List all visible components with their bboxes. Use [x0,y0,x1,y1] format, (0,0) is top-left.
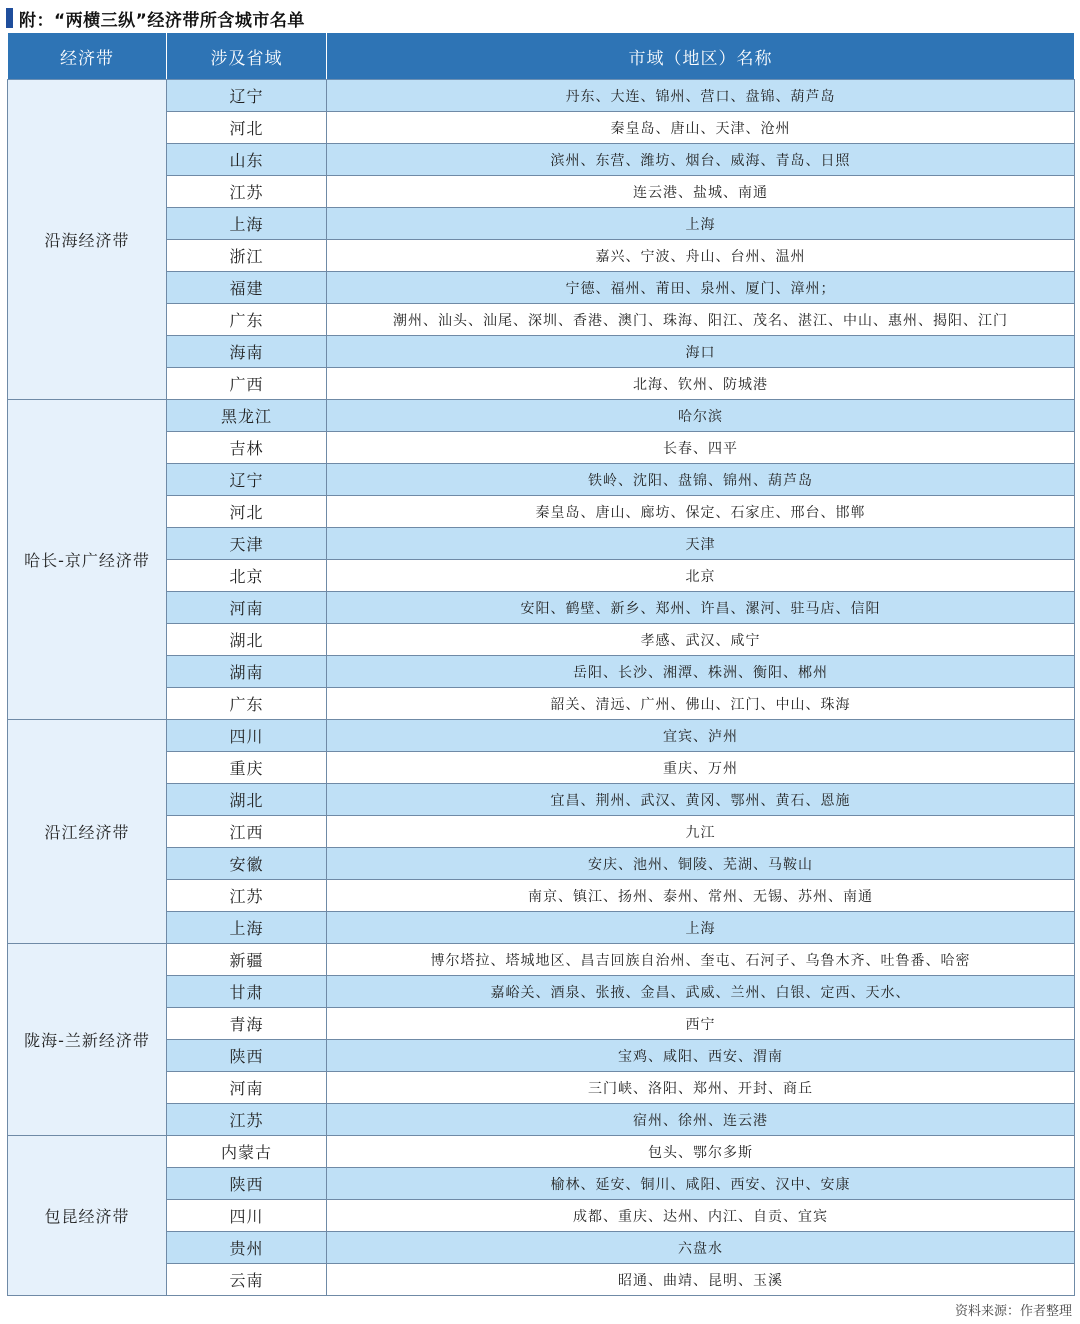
table-row [8,240,1075,272]
cities-cell: 昭通、曲靖、昆明、玉溪 [327,1264,1075,1296]
table-row [8,80,1075,112]
province-cell: 海南 [167,336,327,368]
province-cell: 新疆 [167,944,327,976]
cities-cell: 六盘水 [327,1232,1075,1264]
cities-cell: 哈尔滨 [327,400,1075,432]
province-cell: 湖南 [167,656,327,688]
table-row [8,1040,1075,1072]
table-row [8,528,1075,560]
cities-cell: 北京 [327,560,1075,592]
table-body [8,80,1075,1296]
province-cell: 上海 [167,912,327,944]
cities-cell: 宜宾、泸州 [327,720,1075,752]
belt-name-cell: 沿江经济带 [8,720,167,944]
province-cell: 青海 [167,1008,327,1040]
cities-cell: 铁岭、沈阳、盘锦、锦州、葫芦岛 [327,464,1075,496]
province-cell: 北京 [167,560,327,592]
cities-cell: 宝鸡、咸阳、西安、渭南 [327,1040,1075,1072]
table-row [8,912,1075,944]
cities-cell: 九江 [327,816,1075,848]
province-cell: 河北 [167,496,327,528]
province-cell: 湖北 [167,624,327,656]
cities-cell: 海口 [327,336,1075,368]
cities-cell: 上海 [327,912,1075,944]
cities-cell: 宁德、福州、莆田、泉州、厦门、漳州； [327,272,1075,304]
cities-cell: 北海、钦州、防城港 [327,368,1075,400]
column-header-belt: 经济带 [8,33,167,80]
province-cell: 广东 [167,304,327,336]
title-bar [6,6,305,30]
table-header-row [8,33,1075,80]
province-cell: 广东 [167,688,327,720]
cities-cell: 嘉峪关、酒泉、张掖、金昌、武威、兰州、白银、定西、天水、 [327,976,1075,1008]
province-cell: 江苏 [167,176,327,208]
province-cell: 上海 [167,208,327,240]
table-row [8,304,1075,336]
province-cell: 广西 [167,368,327,400]
cities-cell: 宿州、徐州、连云港 [327,1104,1075,1136]
province-cell: 河南 [167,592,327,624]
table-row [8,432,1075,464]
table-row [8,1072,1075,1104]
province-cell: 河南 [167,1072,327,1104]
table-row [8,112,1075,144]
cities-cell: 榆林、延安、铜川、咸阳、西安、汉中、安康 [327,1168,1075,1200]
table-row [8,560,1075,592]
province-cell: 陕西 [167,1168,327,1200]
province-cell: 吉林 [167,432,327,464]
province-cell: 江苏 [167,1104,327,1136]
cities-cell: 安庆、池州、铜陵、芜湖、马鞍山 [327,848,1075,880]
cities-cell: 三门峡、洛阳、郑州、开封、商丘 [327,1072,1075,1104]
table-row [8,976,1075,1008]
table-row [8,496,1075,528]
province-cell: 浙江 [167,240,327,272]
source-note: 资料来源：作者整理 [954,1304,1072,1319]
table-row [8,208,1075,240]
table-row [8,1168,1075,1200]
table-row [8,464,1075,496]
city-list-table [7,32,1075,1296]
table-row [8,1136,1075,1168]
cities-cell: 宜昌、荆州、武汉、黄冈、鄂州、黄石、恩施 [327,784,1075,816]
table-row [8,848,1075,880]
table-row [8,1008,1075,1040]
cities-cell: 成都、重庆、达州、内江、自贡、宜宾 [327,1200,1075,1232]
cities-cell: 上海 [327,208,1075,240]
belt-name-cell: 包昆经济带 [8,1136,167,1296]
table-row [8,624,1075,656]
table-row [8,784,1075,816]
table-row [8,720,1075,752]
table-row [8,1264,1075,1296]
table-row [8,1232,1075,1264]
cities-cell: 连云港、盐城、南通 [327,176,1075,208]
belt-name-cell: 沿海经济带 [8,80,167,400]
cities-cell: 安阳、鹤壁、新乡、郑州、许昌、漯河、驻马店、信阳 [327,592,1075,624]
province-cell: 福建 [167,272,327,304]
table-row [8,752,1075,784]
province-cell: 辽宁 [167,80,327,112]
title-marker [6,8,13,28]
table-row [8,144,1075,176]
cities-cell: 丹东、大连、锦州、营口、盘锦、葫芦岛 [327,80,1075,112]
table-row [8,400,1075,432]
cities-cell: 西宁 [327,1008,1075,1040]
province-cell: 黑龙江 [167,400,327,432]
province-cell: 甘肃 [167,976,327,1008]
table-row [8,688,1075,720]
cities-cell: 长春、四平 [327,432,1075,464]
province-cell: 重庆 [167,752,327,784]
table-row [8,592,1075,624]
column-header-cities: 市域（地区）名称 [327,33,1075,80]
table-row [8,176,1075,208]
cities-cell: 韶关、清远、广州、佛山、江门、中山、珠海 [327,688,1075,720]
province-cell: 内蒙古 [167,1136,327,1168]
table-row [8,656,1075,688]
cities-cell: 南京、镇江、扬州、泰州、常州、无锡、苏州、南通 [327,880,1075,912]
province-cell: 山东 [167,144,327,176]
cities-cell: 滨州、东营、潍坊、烟台、威海、青岛、日照 [327,144,1075,176]
cities-cell: 秦皇岛、唐山、天津、沧州 [327,112,1075,144]
table-row [8,368,1075,400]
belt-name-cell: 哈长-京广经济带 [8,400,167,720]
cities-cell: 重庆、万州 [327,752,1075,784]
table-row [8,1104,1075,1136]
column-header-province: 涉及省域 [167,33,327,80]
province-cell: 四川 [167,1200,327,1232]
belt-name-cell: 陇海-兰新经济带 [8,944,167,1136]
province-cell: 辽宁 [167,464,327,496]
cities-cell: 孝感、武汉、咸宁 [327,624,1075,656]
province-cell: 河北 [167,112,327,144]
province-cell: 天津 [167,528,327,560]
table-row [8,816,1075,848]
province-cell: 江西 [167,816,327,848]
table-row [8,1200,1075,1232]
table-row [8,880,1075,912]
cities-cell: 秦皇岛、唐山、廊坊、保定、石家庄、邢台、邯郸 [327,496,1075,528]
cities-cell: 天津 [327,528,1075,560]
province-cell: 四川 [167,720,327,752]
province-cell: 湖北 [167,784,327,816]
cities-cell: 潮州、汕头、汕尾、深圳、香港、澳门、珠海、阳江、茂名、湛江、中山、惠州、揭阳、江门 [327,304,1075,336]
table-row [8,272,1075,304]
cities-cell: 岳阳、长沙、湘潭、株洲、衡阳、郴州 [327,656,1075,688]
table-row [8,944,1075,976]
province-cell: 贵州 [167,1232,327,1264]
province-cell: 安徽 [167,848,327,880]
cities-cell: 博尔塔拉、塔城地区、昌吉回族自治州、奎屯、石河子、乌鲁木齐、吐鲁番、哈密 [327,944,1075,976]
cities-cell: 嘉兴、宁波、舟山、台州、温州 [327,240,1075,272]
cities-cell: 包头、鄂尔多斯 [327,1136,1075,1168]
province-cell: 云南 [167,1264,327,1296]
province-cell: 江苏 [167,880,327,912]
province-cell: 陕西 [167,1040,327,1072]
page-title: 附：“两横三纵”经济带所含城市名单 [19,10,305,31]
table-row [8,336,1075,368]
